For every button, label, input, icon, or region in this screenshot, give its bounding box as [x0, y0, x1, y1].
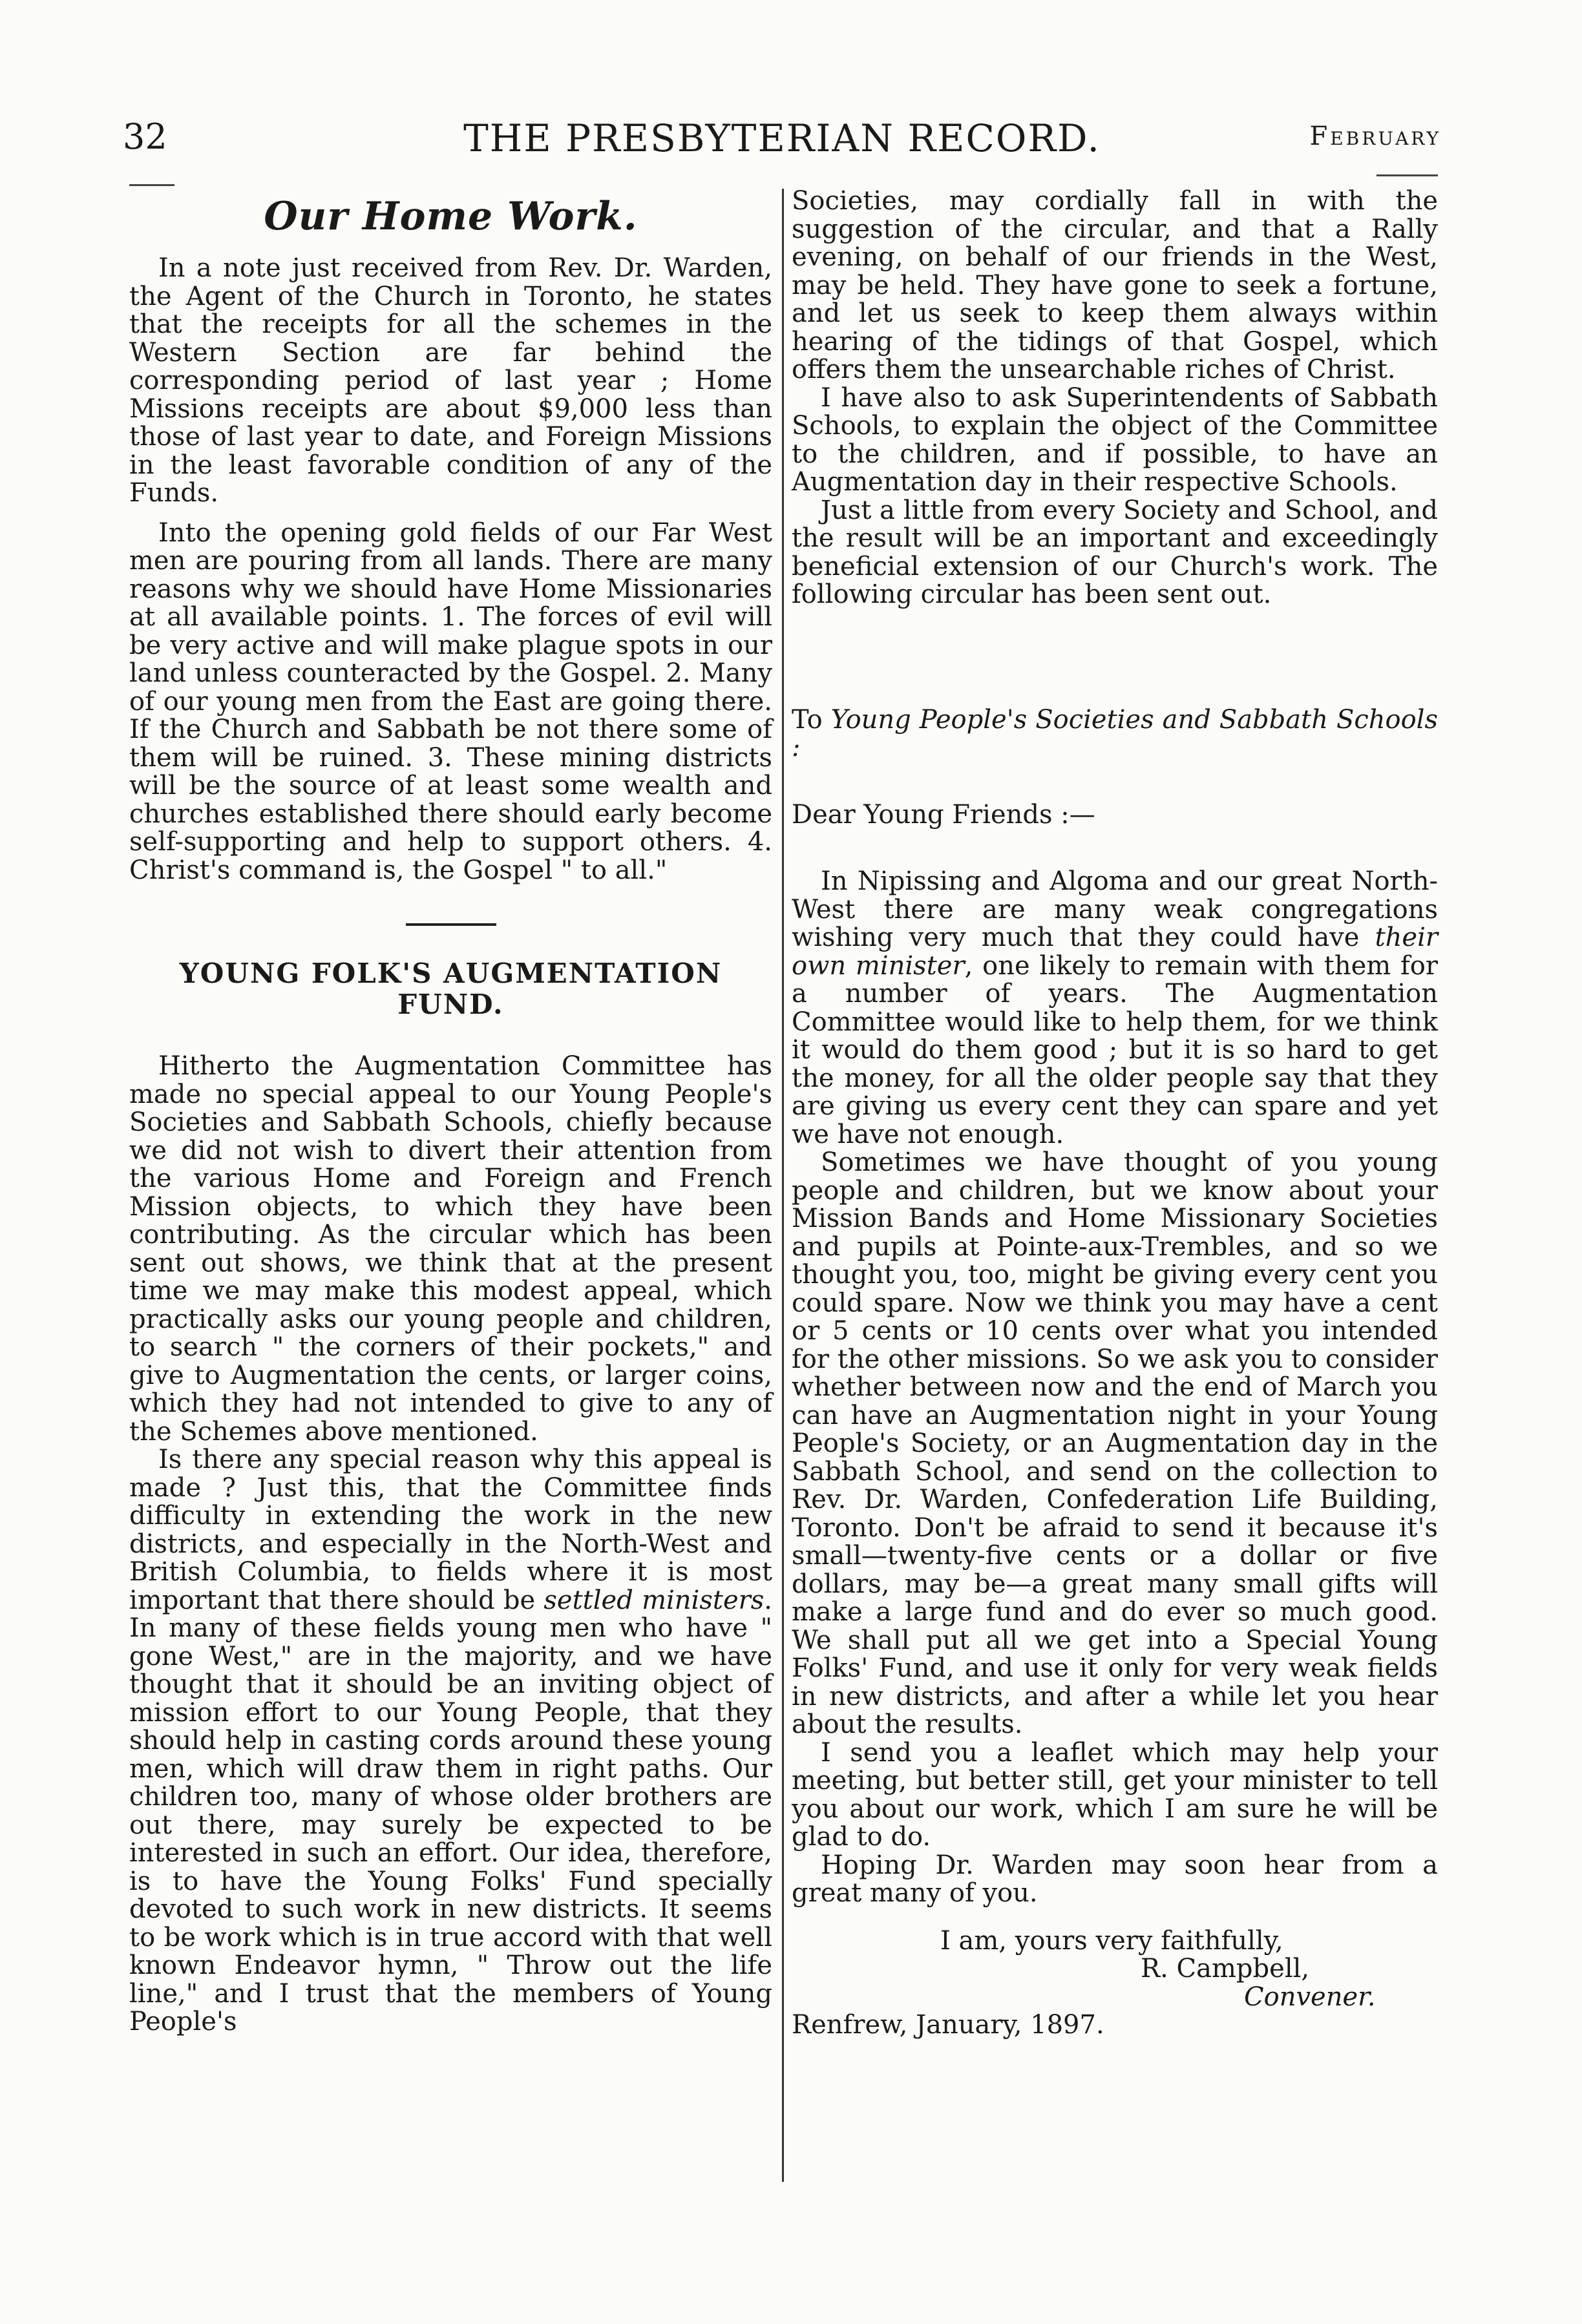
- text-run: , one likely to remain with them for a number of years. The Augmentation Committee would like to help them, for we think it would do them good ; but it is so hard to get the money, for all the older people say that they are giving us every cent they can spare and yet we have not enough.: [792, 950, 1439, 1149]
- paragraph: Just a little from every Society and School, and the result will be an important and exceedingly beneficial extension of our Church's work. The following circular has been sent out.: [792, 495, 1438, 609]
- signature-name: R. Campbell,: [1141, 1954, 1310, 1984]
- paragraph: Societies, may cordially fall in with the suggestion of the circular, and that a Rally evening, on behalf of our friends in the West, may be held. They have gone to seek a fortune, and let us seek to keep them always within hearing of the tidings of that Gospel, which offers them the unsearchable riches of Christ.: [792, 186, 1438, 384]
- issue-month: February: [1309, 121, 1441, 151]
- article-heading: YOUNG FOLK'S AUGMENTATION FUND.: [179, 958, 722, 1020]
- paragraph: I have also to ask Superintendents of Sabbath Schools, to explain the object of the Committee to the children, and if possible, to have an Augmentation day in their respective Schools.: [792, 382, 1438, 497]
- page-header: [123, 116, 1441, 174]
- left-column: [129, 187, 772, 2036]
- text-run: In Nipissing and Algoma and our great North-West there are many weak congregations wishing very much that they could have: [792, 866, 1438, 952]
- publication-title: THE PRESBYTERIAN RECORD.: [463, 116, 1101, 160]
- column-divider: [782, 189, 784, 2182]
- signature-title: Convener.: [1244, 1982, 1376, 2012]
- text-run: . In many of these fields young men who have " gone West," are in the majority, and we have thought that it should be an inviting object of mission effort to our Young People, that they should help in casting cords around these young men, which will draw them in right paths. Our children too, many of whose older brothers are out there, may surely be expected to be interested in such an effort. Our idea, therefore, is to have the Young Folks' Fund specially devoted to such work in new districts. It seems to be work which is in true accord with that well known Endeavor hymn, " Throw out the life line," and I trust that the members of Young People's: [129, 1585, 772, 2036]
- emphasis-text: settled ministers: [543, 1585, 765, 1615]
- greeting: Dear Young Friends :—: [792, 799, 1095, 830]
- text-run: Is there any special reason why this appeal is made ? Just this, that the Committee finds difficulty in extending the work in the new districts, and especially in the North-West and British Columbia, to fields where it is most important that there should be: [129, 1445, 772, 1615]
- paragraph: In a note just received from Rev. Dr. Warden, the Agent of the Church in Toronto, he states that the receipts for all the schemes in the Western Section are far behind the corresponding period of last year ; Home Missions receipts are about $9,000 less than those of last year to date, and Foreign Missions in the least favorable condition of any of the Funds.: [129, 253, 772, 508]
- section-title: Our Home Work.: [264, 194, 638, 239]
- paragraph: Into the opening gold fields of our Far West men are pouring from all lands. There are many reasons why we should have Home Missionaries at all available points. 1. The forces of evil will be very active and will make plague spots in our land unless counteracted by the Gospel. 2. Many of our young men from the East are going there. If the Church and Sabbath be not there some of them will be ruined. 3. These mining districts will be the source of at least some wealth and churches established there should early become self-supporting and help to support others. 4. Christ's command is, the Gospel " to all.": [129, 518, 772, 885]
- emphasis-text: their own minister: [792, 923, 1438, 981]
- paragraph: [792, 868, 1438, 1149]
- salutation-address: [792, 706, 1438, 762]
- dateline: Renfrew, January, 1897.: [792, 2010, 1104, 2040]
- to-recipients: Young People's Societies and Sabbath Schools :: [792, 704, 1438, 762]
- page-number: 32: [123, 116, 167, 157]
- paragraph: I send you a leaflet which may help your meeting, but better still, get your minister to tell you about our work, which I am sure he will be glad to do.: [792, 1737, 1438, 1852]
- right-column: [792, 187, 1438, 2040]
- paragraph: Hitherto the Augmentation Committee has made no special appeal to our Young People's Societies and Sabbath Schools, chiefly because we did not wish to divert their attention from the various Home and Foreign and French Mission objects, to which they have been contributing. As the circular which has been sent out shows, we think that at the present time we may make this modest appeal, which practically asks our young people and children, to search " the corners of their pockets," and give to Augmentation the cents, or larger coins, which they had not intended to give to any of the Schemes above mentioned.: [129, 1051, 772, 1447]
- paragraph: [129, 1446, 772, 2036]
- header-dash-right: [1376, 174, 1438, 176]
- header-dash-left: [129, 184, 174, 186]
- section-separator: [406, 923, 496, 926]
- to-label: To: [792, 704, 831, 735]
- paragraph: Sometimes we have thought of you young people and children, but we know about your Mission Bands and Home Missionary Societies and pupils at Pointe-aux-Trembles, and so we thought you, too, might be giving every cent you could spare. Now we think you may have a cent or 5 cents or 10 cents over what you intended for the other missions. So we ask you to consider whether between now and the end of March you can have an Augmentation night in your Young People's Society, or an Augmentation day in the Sabbath School, and send on the collection to Rev. Dr. Warden, Confederation Life Building, Toronto. Don't be afraid to send it because it's small—twenty-five cents or a dollar or five dollars, may be—a great many small gifts will make a large fund and do ever so much good. We shall put all we get into a Special Young Folks' Fund, and use it only for very weak fields in new districts, and after a while let you hear about the results.: [792, 1147, 1438, 1739]
- paragraph: Hoping Dr. Warden may soon hear from a great many of you.: [792, 1850, 1438, 1908]
- closing-line: I am, yours very faithfully,: [940, 1925, 1283, 1956]
